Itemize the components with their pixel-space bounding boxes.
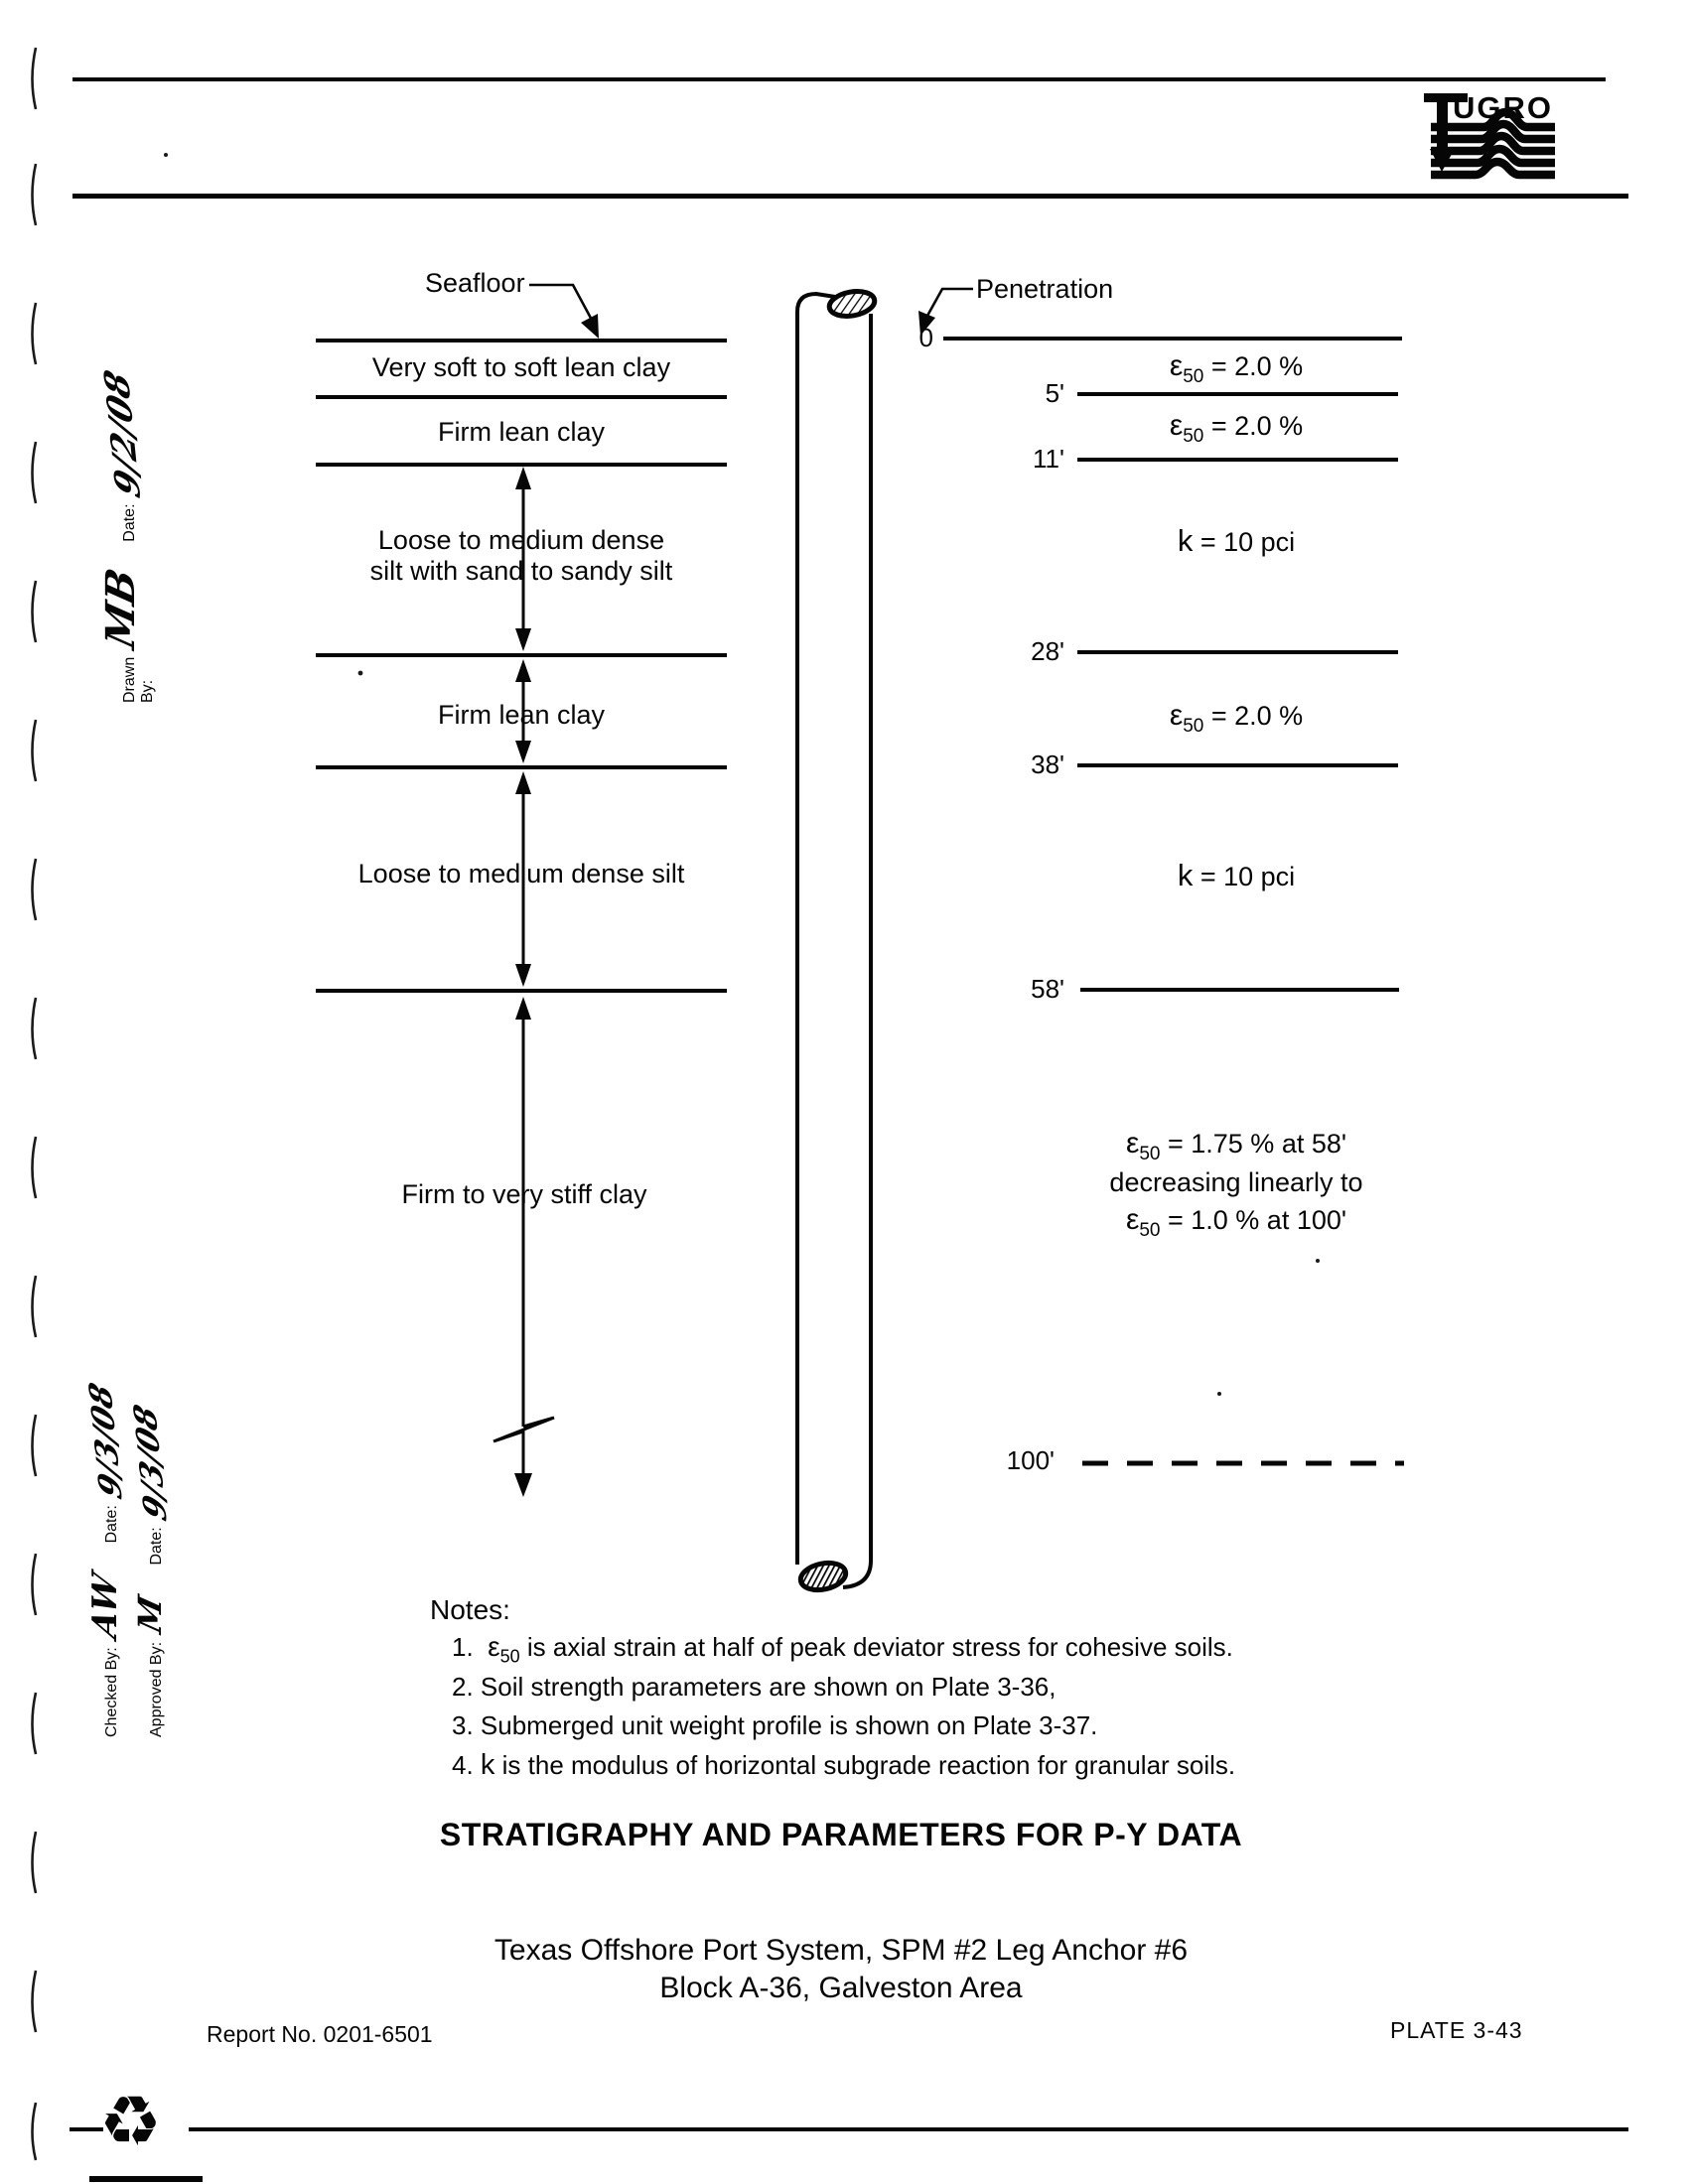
layer-label-3	[313, 525, 730, 587]
layer-label-5: Loose to medium dense silt	[357, 859, 685, 888]
layer-label-3-line1: Loose to medium dense	[377, 525, 665, 555]
param-eps-layer1: $\varepsilon_{50} = 2.0$ %	[1169, 349, 1304, 387]
checked-by-signature: AW	[85, 1570, 125, 1643]
checked-by-label: Checked By:	[103, 1647, 120, 1737]
layer-label-6: Firm to very stiff clay	[401, 1179, 647, 1209]
drawn-date-label: Date:	[121, 503, 138, 542]
penetration-label: Penetration	[976, 274, 1114, 304]
penetration-depth-lines	[943, 337, 1404, 1463]
signoff-drawn-block	[96, 365, 183, 703]
note-item-1: 1. $\varepsilon_{50}$ is axial strain at half of peak deviator stress for cohesive soils.	[452, 1631, 1233, 1667]
binding-marks	[33, 48, 37, 2160]
param-k-layer3: k = 10 pci	[1177, 523, 1296, 558]
param-eps-layer4: $\varepsilon_{50} = 2.0$ %	[1169, 699, 1304, 737]
seafloor-leader-arrow	[529, 285, 599, 339]
report-number: Report No. 0201-6501	[207, 2021, 433, 2047]
recycle-icon: ♻	[99, 2083, 162, 2160]
drawn-by-signature: MB	[97, 563, 144, 653]
signoff-review-block	[82, 1372, 197, 1737]
layer-label-4: Firm lean clay	[437, 700, 606, 730]
notes-heading: Notes:	[430, 1594, 510, 1625]
approved-date-value: 9/3/08	[127, 1401, 175, 1526]
drawn-by-label: Drawn By:	[121, 656, 156, 703]
approved-by-row	[127, 1372, 175, 1737]
fugro-logo-letters: UGRO	[1453, 90, 1553, 125]
param-eps-deep-bot: $\varepsilon_{50} = 1.0$ % at 100'	[1125, 1203, 1347, 1241]
layer-dimension-arrows	[494, 467, 554, 1497]
depth-tick-100: 100'	[1006, 1445, 1055, 1475]
footer-rules	[70, 2127, 1628, 2182]
checked-date-value: 9/3/08	[82, 1378, 130, 1504]
depth-tick-5: 5'	[1045, 378, 1064, 408]
plate-title: STRATIGRAPHY AND PARAMETERS FOR P-Y DATA	[439, 1817, 1243, 1852]
checked-by-row	[82, 1372, 130, 1737]
note-item-4: 4. k is the modulus of horizontal subgrade reaction for granular soils.	[452, 1749, 1236, 1781]
checked-date-label: Date:	[103, 1505, 120, 1544]
plate-number: PLATE 3-43	[1390, 2017, 1523, 2043]
fugro-logo	[1424, 90, 1555, 175]
header-rules	[72, 77, 1628, 199]
note-item-3: 3. Submerged unit weight profile is shown on Plate 3-37.	[452, 1710, 1098, 1740]
depth-tick-0: 0	[918, 323, 933, 352]
drawn-date-value: 9/2/08	[96, 365, 150, 503]
pile-bottom-cap	[798, 1560, 848, 1594]
layer-label-1: Very soft to soft lean clay	[371, 352, 671, 382]
depth-tick-38: 38'	[1031, 750, 1064, 779]
seafloor-label: Seafloor	[425, 268, 525, 298]
depth-tick-58: 58'	[1031, 974, 1064, 1004]
approved-date-label: Date:	[148, 1527, 165, 1566]
approved-by-label: Approved By:	[148, 1641, 165, 1737]
pile-graphic	[797, 288, 877, 1593]
depth-tick-11: 11'	[1033, 444, 1064, 474]
plate-subtitle-line2: Block A-36, Galveston Area	[659, 1972, 1023, 2004]
plate-subtitle-line1: Texas Offshore Port System, SPM #2 Leg Anchor #6	[494, 1934, 1189, 1967]
param-eps-deep-mid: decreasing linearly to	[1109, 1167, 1363, 1197]
depth-tick-28: 28'	[1031, 636, 1064, 666]
layer-label-2: Firm lean clay	[437, 417, 606, 447]
approved-by-signature: M	[131, 1591, 169, 1637]
param-k-layer5: k = 10 pci	[1177, 858, 1296, 892]
param-eps-deep-top: $\varepsilon_{50} = 1.75$ % at 58'	[1125, 1127, 1347, 1164]
param-eps-layer2: $\varepsilon_{50} = 2.0$ %	[1169, 409, 1304, 447]
layer-label-3-line2: silt with sand to sandy silt	[369, 556, 673, 586]
note-item-2: 2. Soil strength parameters are shown on Plate 3-36,	[452, 1672, 1057, 1702]
